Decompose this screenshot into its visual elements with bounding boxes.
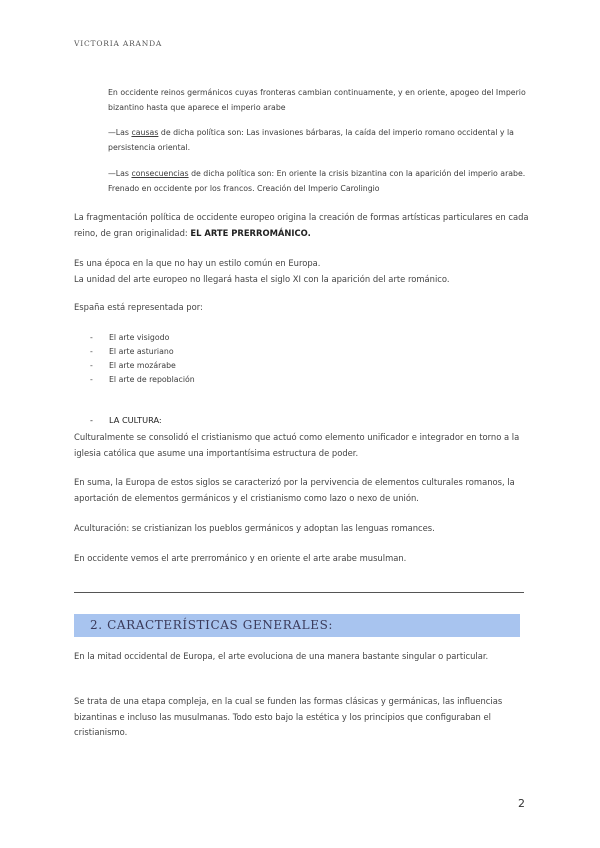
list-item: - El arte visigodo [90,331,195,345]
paragraph-cultura: Culturalmente se consolidó el cristianismo que actuó como elemento unificador e integrador en torno a la iglesia católica que asume una importantísima estructura de poder. [74,432,520,458]
paragraph-espana: España está representada por: [74,302,203,312]
section-heading: 2. CARACTERÍSTICAS GENERALES: [90,618,334,632]
causas-term: causas [131,128,159,137]
list-item: - El arte mozárabe [90,359,195,373]
author-header: VICTORIA ARANDA [74,39,163,48]
cultura-heading: - LA CULTURA: [90,415,162,425]
consecuencias-text: de dicha política son: En oriente la crisis bizantina con la aparición del imperio arabe. Frenado en occidente por los francos. Creación del Imperio Carolingio [108,169,526,193]
paragraph-aculturacion: Aculturación: se cristianizan los pueblos germánicos y adoptan las lenguas romances. [74,523,435,533]
paragraph-mitad-occidental: En la mitad occidental de Europa, el arte evoluciona de una manera bastante singular o particular. [74,651,489,661]
page-number: 2 [518,797,525,810]
paragraph-occidente: En occidente vemos el arte prerrománico y en oriente el arte arabe musulman. [74,553,407,563]
causas-text: de dicha política son: Las invasiones bárbaras, la caída del imperio romano occidental y la persistencia oriental. [108,128,514,152]
epoca-line-1: Es una época en la que no hay un estilo común en Europa. [74,258,321,268]
section-heading-banner [74,614,520,637]
paragraph-epoca [74,256,534,287]
section-divider [74,592,524,593]
dash-prefix: —Las [108,169,132,178]
consecuencias-term: consecuencias [131,169,189,178]
paragraph-consecuencias [108,166,528,196]
arte-list [90,331,195,387]
fragmentacion-text: La fragmentación política de occidente europeo origina la creación de formas artísticas particulares en cada reino, de gran originalidad: [74,212,529,238]
list-item: - El arte de repoblación [90,373,195,387]
epoca-line-2: La unidad del arte europeo no llegará hasta el siglo XI con la aparición del arte románico. [74,273,450,284]
paragraph-etapa-compleja: Se trata de una etapa compleja, en la cual se funden las formas clásicas y germánicas, las influencias bizantinas e incluso las musulmanas. Todo esto bajo la estética y los principios que configuraban el cristianismo. [74,696,503,737]
list-item: - El arte asturiano [90,345,195,359]
paragraph-fragmentacion [74,210,534,241]
paragraph-causas [108,125,528,155]
paragraph-reinos: En occidente reinos germánicos cuyas fronteras cambian continuamente, y en oriente, apogeo del Imperio bizantino hasta que aparece el imperio arabe [108,88,526,112]
arte-prerromanico-emphasis: EL ARTE PRERROMÁNICO. [190,227,311,238]
dash-prefix: —Las [108,128,132,137]
cultura-label: LA CULTURA: [109,415,162,425]
paragraph-suma: En suma, la Europa de estos siglos se caracterizó por la pervivencia de elementos culturales romanos, la aportación de elementos germánicos y el cristianismo como lazo o nexo de unión. [74,477,515,503]
